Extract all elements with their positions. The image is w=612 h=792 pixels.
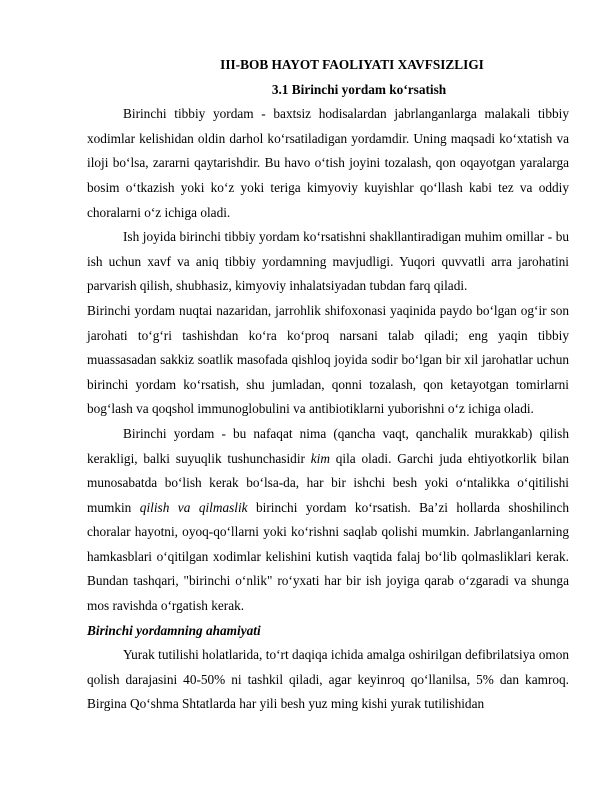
paragraph-5: Yurak tutilishi holatlarida, to‘rt daqiqa ichida amalga oshirilgan defibrilatsiya omon qolish darajasini 40-50% ni tashkil qiladi, agar keyinroq qo‘llanilsa, 5% dan kamroq. Birgina Qo‘shma Shtatlarda har yili besh yuz ming kishi yurak tutilishidan: [87, 647, 569, 712]
paragraph-4: [87, 422, 569, 619]
paragraph-4-part-c: birinchi yordam ko‘rsatish. Ba’zi hollarda shoshilinch choralar hayotni, oyoq-qo‘llarni yoki ko‘rishni saqlab qolishi mumkin. Jabrlanganlarning hamkasblari o‘qitilgan xodimlar kelishini kutish vaqtida falaj bo‘lib qolmasliklari kerak. Bundan tashqari, "birinchi o‘nlik" ro‘yxati har bir ish joyiga qarab o‘zgaradi va shunga mos ravishda o‘rgatish kerak.: [87, 499, 570, 614]
paragraph-1: Birinchi tibbiy yordam - baxtsiz hodisalardan jabrlanganlarga malakali tibbiy xodimlar kelishidan oldin darhol ko‘rsatiladigan yordamdir. Uning maqsadi ko‘xtatish va iloji bo‘lsa, zararni qaytarishdir. Bu havo o‘tish joyini tozalash, qon oqayotgan yaralarga bosim o‘tkazish yoki ko‘z yoki teriga kimyoviy kuyishlar qo‘llash kabi tez va oddiy choralarni o‘z ichiga oladi.: [87, 106, 569, 220]
subheading: Birinchi yordamning ahamiyati: [87, 622, 261, 638]
paragraph-4-part-a: Birinchi yordam - bu nafaqat nima (qancha vaqt, qanchalik murakkab) qilish kerakligi, balki suyuqlik tushunchasidir: [87, 425, 569, 466]
emphasis-qilish-va-qilmaslik: qilish va qilmaslik: [139, 499, 248, 515]
section-title: 3.1 Birinchi yordam ko‘rsatish: [271, 81, 447, 97]
chapter-title: III-BOB HAYOT FAOLIYATI XAVFSIZLIGI: [220, 57, 484, 72]
paragraph-4-part-b: qila oladi. Garchi juda ehtiyotkorlik bilan munosabatda bo‘lish kerak bo‘lsa-da, har bir ishchi besh yoki o‘ntalikka o‘qitilishi mumkin: [87, 450, 570, 515]
emphasis-kim: kim: [310, 450, 330, 466]
paragraph-2: Ish joyida birinchi tibbiy yordam ko‘rsatishni shakllantiradigan muhim omillar - bu ish uchun xavf va aniq tibbiy yordamning mavjudligi. Yuqori quvvatli arra jarohatini parvarish qilish, shubhasiz, kimyoviy inhalatsiyadan tubdan farq qiladi.: [87, 229, 569, 294]
paragraph-3: Birinchi yordam nuqtai nazaridan, jarrohlik shifoxonasi yaqinida paydo bo‘lgan og‘ir son jarohati to‘g‘ri tashishdan ko‘ra ko‘proq narsani talab qiladi; eng yaqin tibbiy muassasadan sakkiz soatlik masofada qishloq joyida sodir bo‘lgan bir xil jarohatlar uchun birinchi yordam ko‘rsatish, shu jumladan, qonni tozalash, qon ketayotgan tomirlarni bog‘lash va qoqshol immunoglobulini va antibiotiklarni yuborishni o‘z ichiga oladi.: [87, 302, 569, 417]
document-page: [87, 53, 569, 717]
